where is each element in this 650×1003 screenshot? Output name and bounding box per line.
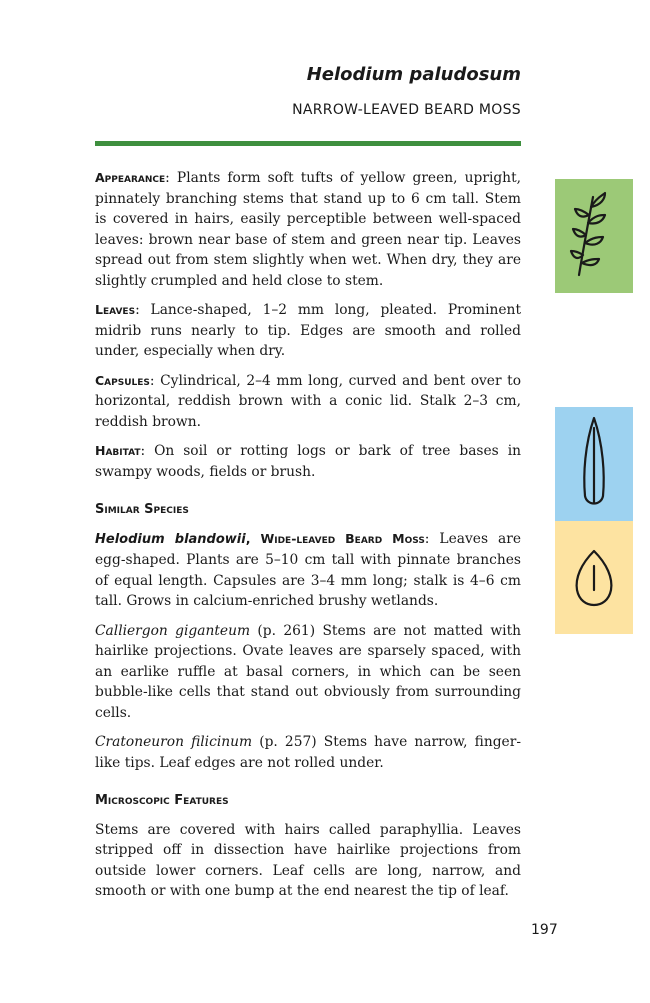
similar-species-name: Calliergon giganteum	[95, 622, 251, 639]
leaf-shape-tab-ovate	[555, 521, 633, 634]
header-rule	[95, 141, 521, 146]
appearance-label: Appearance	[95, 170, 166, 185]
similar-species-name: Cratoneuron filicinum	[95, 734, 253, 750]
growth-form-tab	[555, 179, 633, 293]
similar-species-text: (p. 261) Stems are not matted with hairlike projections. Ovate leaves are sparsely spaced, with an earlike ruffle at basal corners, in which can be seen bubble-like cells that stand out obviously from surrounding cells.	[95, 622, 522, 721]
leaves-paragraph	[95, 300, 521, 362]
lance-leaf-icon	[579, 414, 609, 514]
capsules-text: : Cylindrical, 2–4 mm long, curved and bent over to horizontal, reddish brown with a conic lid. Stalk 2–3 cm, reddish brown.	[95, 372, 521, 430]
similar-species-text: : Leaves are egg-shaped. Plants are 5–10 cm tall with pinnate branches of equal length. Capsules are 3–4 mm long; stalk is 4–6 cm tall. Grows in calcium-enriched brushy wetlands.	[95, 530, 521, 609]
leaf-shape-tab-lance	[555, 407, 633, 521]
similar-species-entry	[95, 732, 521, 773]
leaves-text: : Lance-shaped, 1–2 mm long, pleated. Prominent midrib runs nearly to tip. Edges are smooth and rolled under, especially when dry.	[95, 302, 521, 359]
page-number: 197	[531, 922, 558, 938]
leaves-label: Leaves	[95, 302, 136, 317]
similar-species-entry	[95, 529, 521, 612]
appearance-paragraph	[95, 168, 521, 291]
appearance-text: : Plants form soft tufts of yellow green, upright, pinnately branching stems that stand up to 6 cm tall. Stem is covered in hairs, easily perceptible between well-spaced leaves: brown near base of stem and green near tip. Leaves spread out from stem slightly when wet. When dry, they are slightly crumpled and held close to stem.	[95, 170, 521, 289]
similar-species-name: Helodium blandowii	[95, 531, 246, 547]
common-name-subtitle: NARROW-LEAVED BEARD MOSS	[292, 102, 521, 118]
similar-species-common-name: Wide-leaved Beard Moss	[260, 530, 425, 546]
capsules-paragraph	[95, 371, 521, 433]
species-description	[95, 168, 521, 911]
ovate-leaf-icon	[573, 548, 615, 608]
habitat-text: : On soil or rotting logs or bark of tree bases in swampy woods, fields or brush.	[95, 443, 521, 480]
similar-species-heading: Similar Species	[95, 502, 189, 517]
similar-species-text: (p. 257) Stems have narrow, finger-like tips. Leaf edges are not rolled under.	[95, 734, 521, 771]
name-separator: ,	[245, 530, 261, 546]
habitat-label: Habitat	[95, 443, 141, 458]
microscopic-features-heading: Microscopic Features	[95, 793, 229, 808]
microscopic-features-text: Stems are covered with hairs called paraphyllia. Leaves stripped off in dissection have hairlike projections from outside lower corners. Leaf cells are long, narrow, and smooth or with one bump at the end nearest the tip of leaf.	[95, 821, 521, 899]
pinnate-branch-icon	[569, 191, 619, 281]
species-title: Helodium paludosum	[306, 64, 521, 85]
habitat-paragraph	[95, 441, 521, 482]
similar-species-entry	[95, 621, 521, 724]
capsules-label: Capsules	[95, 372, 150, 388]
